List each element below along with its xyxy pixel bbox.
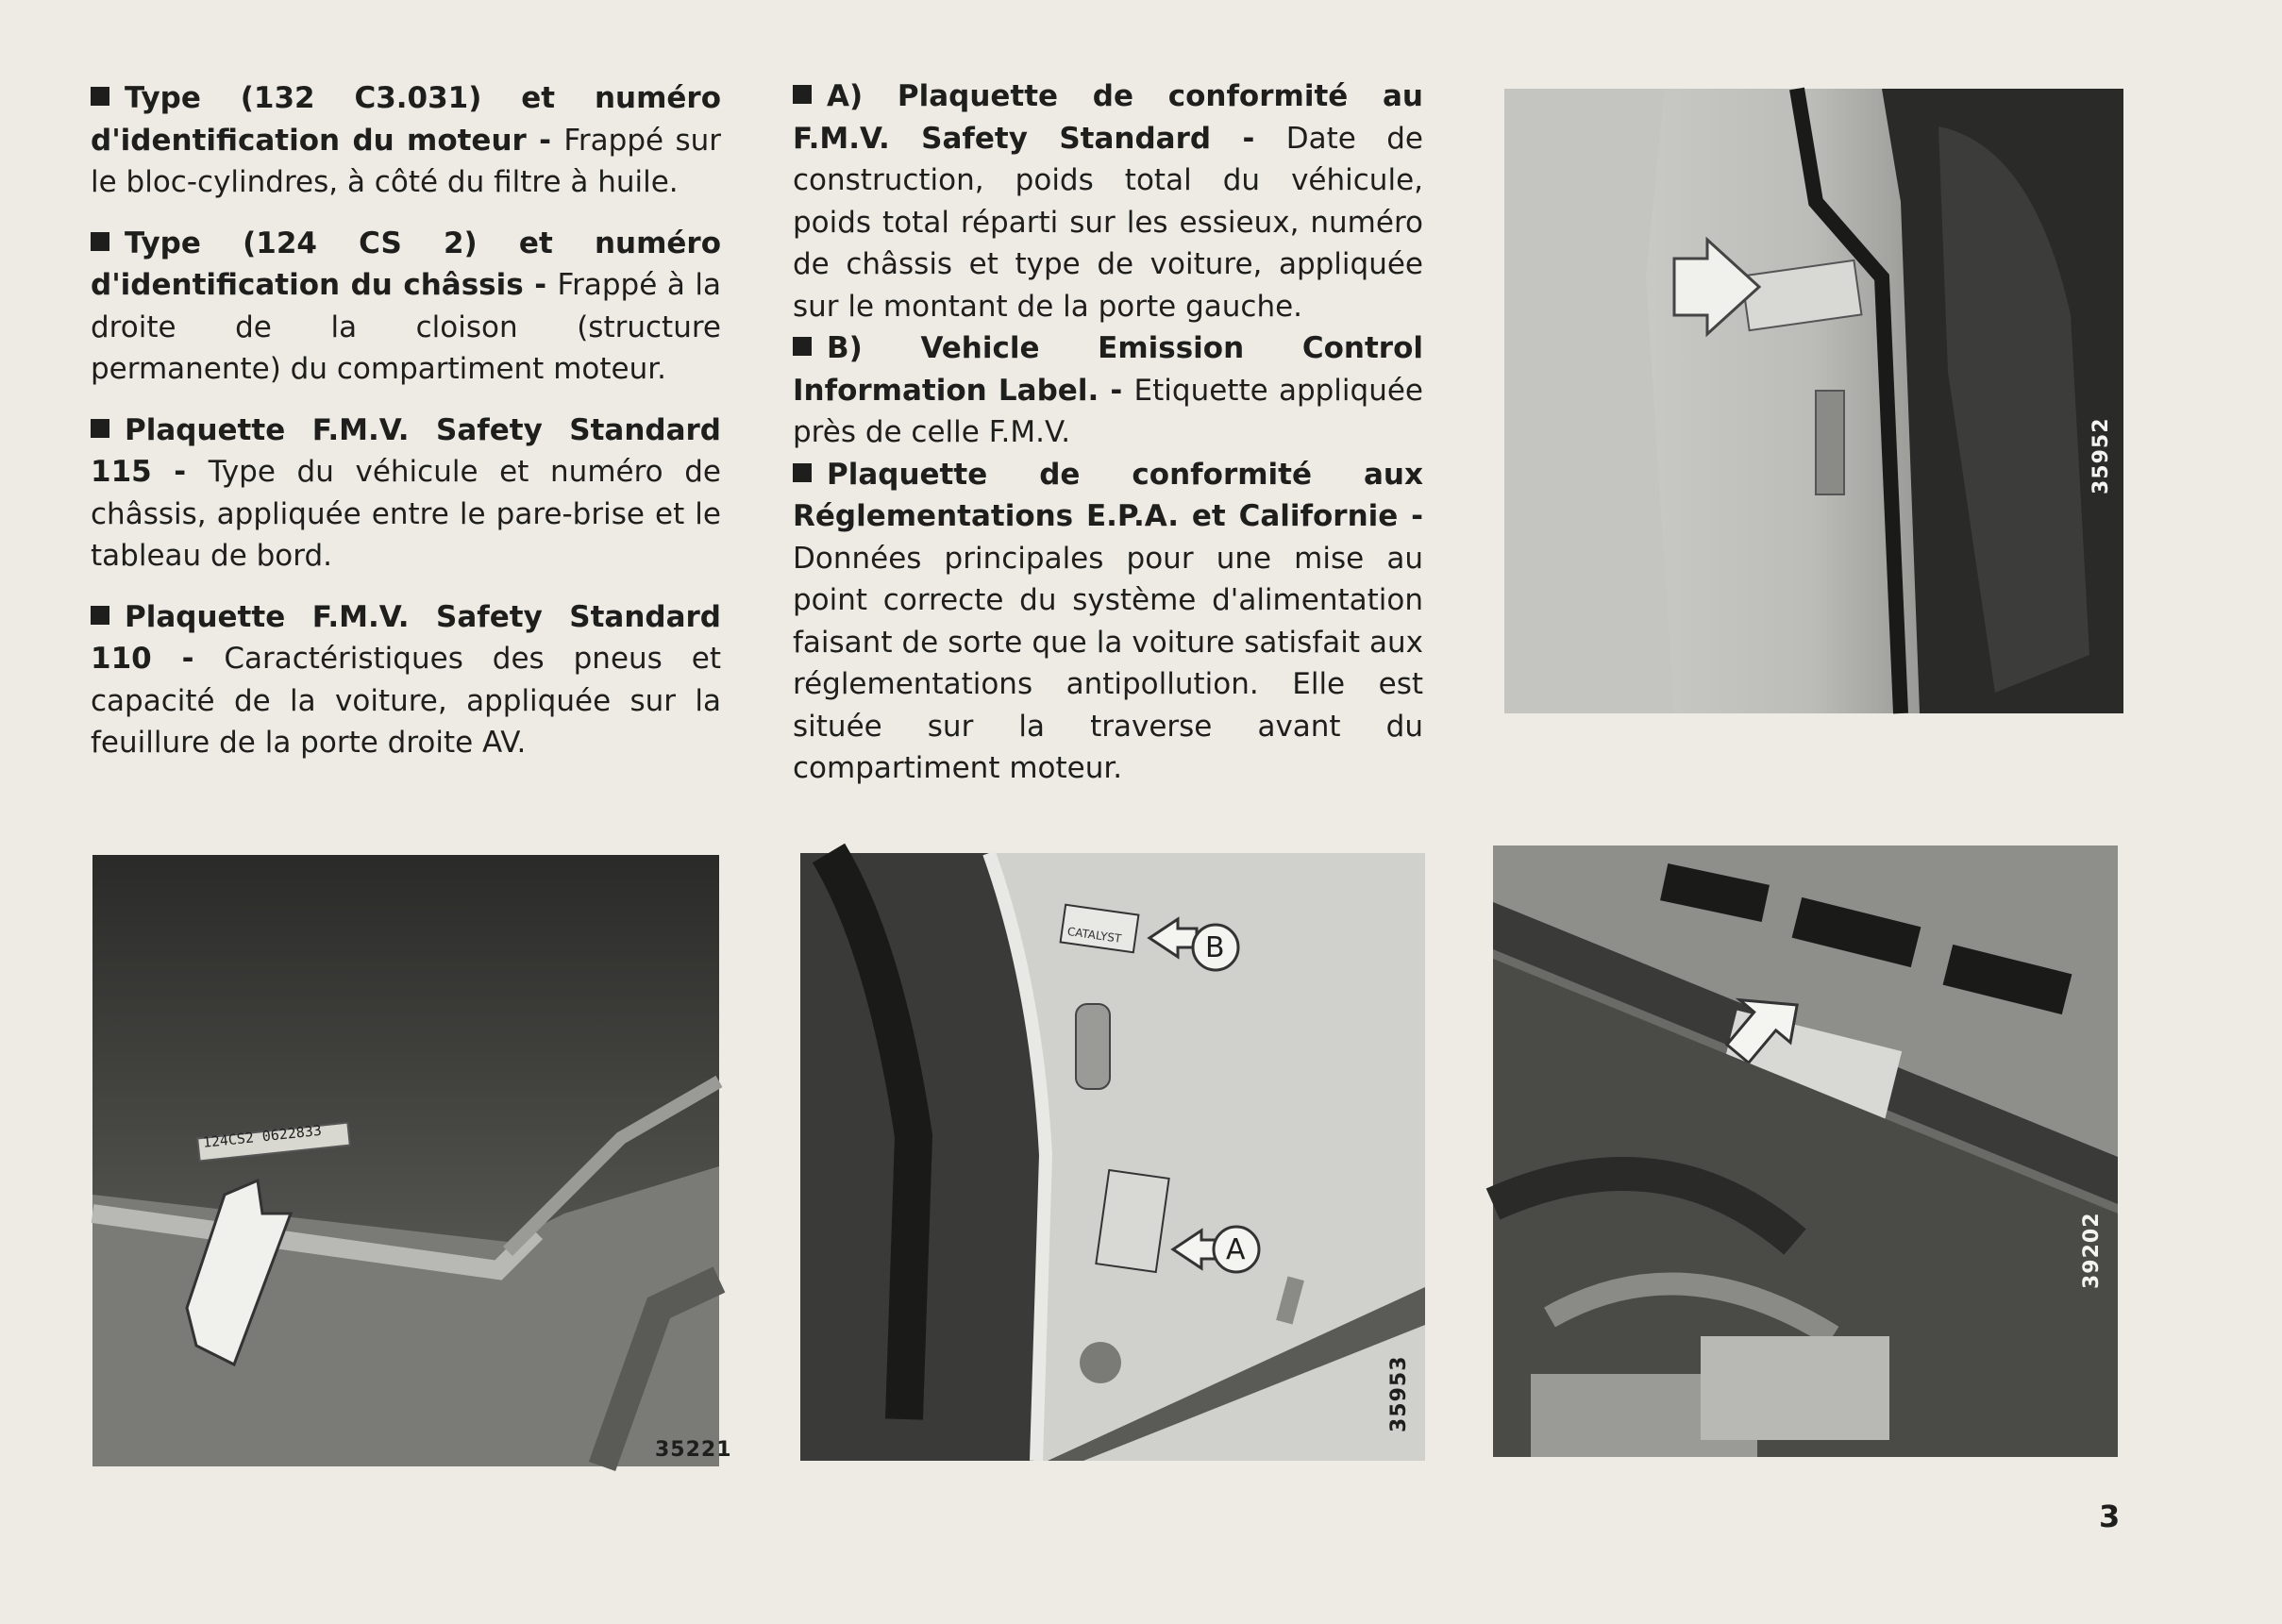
left-text-column bbox=[91, 77, 721, 783]
paragraph-title: Plaquette F.M.V. Safety Standard 115 bbox=[91, 412, 721, 489]
paragraph-epa-plate: Plaquette de conformité aux Réglementations E.P.A. et Californie - Données principales pour une mise au point correcte du système d'alimentation faisant de sorte que la voiture satisfait aux réglementations antipollution. Elle est située sur la traverse avant du compartiment moteur. bbox=[793, 457, 1423, 785]
paragraph-title: Type (132 C3.031) et numéro d'identification du moteur bbox=[91, 81, 721, 158]
paragraph-body: Etiquette appliquée près de celle F.M.V. bbox=[793, 373, 1423, 449]
figure-number: 39202 bbox=[2080, 1212, 2104, 1289]
photo-engine-bulkhead bbox=[1504, 89, 2123, 713]
photo-windscreen-plate bbox=[92, 855, 732, 1466]
paragraph-body: Frappé à la droite de la cloison (structure permanente) du compartiment moteur. bbox=[91, 268, 721, 386]
bullet-square-icon bbox=[91, 419, 109, 438]
paragraph-emission-label: B) Vehicle Emission Control Information Label. - Etiquette appliquée près de celle F.M.V. bbox=[793, 331, 1423, 449]
figure-number: 35953 bbox=[1387, 1355, 1411, 1432]
paragraph-title: Plaquette de conformité aux Réglementations E.P.A. et Californie bbox=[793, 457, 1423, 533]
paragraph-body: Données principales pour une mise au point correcte du système d'alimentation faisant de sorte que la voiture satisfait aux réglementations antipollution. Elle est située sur la traverse avant du compartiment moteur. bbox=[793, 541, 1423, 785]
paragraph-fmv-115: Plaquette F.M.V. Safety Standard 115 - Type du véhicule et numéro de châssis, appliquée entre le pare-brise et le tableau de bord. bbox=[91, 412, 721, 573]
photo-engine-compartment bbox=[1493, 845, 2118, 1457]
engine-compartment-illustration bbox=[1493, 845, 2118, 1457]
engine-bulkhead-illustration bbox=[1504, 89, 2123, 713]
paragraph-conformity-plate: A) Plaquette de conformité au F.M.V. Safety Standard - Date de construction, poids total du véhicule, poids total réparti sur les essieux, numéro de châssis et type de voiture, appliquée sur le montant de la porte gauche. bbox=[793, 79, 1424, 324]
bullet-square-icon bbox=[91, 87, 109, 106]
photo-door-pillar bbox=[800, 853, 1425, 1461]
paragraph-title: Plaquette F.M.V. Safety Standard 110 bbox=[91, 599, 721, 676]
paragraph-fmv-110: Plaquette F.M.V. Safety Standard 110 - Caractéristiques des pneus et capacité de la voiture, appliquée sur la feuillure de la porte droite AV. bbox=[91, 599, 721, 760]
callout-label-b: B bbox=[1205, 931, 1225, 964]
figure-number: 35952 bbox=[2089, 417, 2113, 494]
figure-number: 35221 bbox=[655, 1438, 732, 1462]
page-number: 3 bbox=[2099, 1498, 2121, 1534]
windscreen-illustration bbox=[92, 855, 719, 1466]
paragraph-chassis-id: Type (124 CS 2) et numéro d'identification du châssis - Frappé à la droite de la cloison (structure permanente) du compartiment moteur. bbox=[91, 226, 721, 386]
bullet-square-icon bbox=[91, 232, 109, 251]
bullet-square-icon bbox=[793, 337, 812, 356]
paragraph-body: Date de construction, poids total du véhicule, poids total réparti sur les essieux, numéro de châssis et type de voiture, appliquée sur le montant de la porte gauche. bbox=[793, 121, 1424, 324]
paragraph-title: A) Plaquette de conformité au F.M.V. Safety Standard bbox=[793, 79, 1423, 156]
paragraph-engine-id: Type (132 C3.031) et numéro d'identification du moteur - Frappé sur le bloc-cylindres, à côté du filtre à huile. bbox=[91, 81, 722, 199]
bullet-square-icon bbox=[91, 606, 109, 625]
bullet-square-icon bbox=[793, 463, 812, 482]
plate-text: 124CS2 0622833 bbox=[202, 1121, 323, 1151]
paragraph-body: Type du véhicule et numéro de châssis, appliquée entre le pare-brise et le tableau de bord. bbox=[91, 455, 721, 573]
bullet-square-icon bbox=[793, 85, 812, 104]
right-text-column bbox=[793, 75, 1423, 809]
paragraph-body: Frappé sur le bloc-cylindres, à côté du filtre à huile. bbox=[91, 123, 722, 199]
callout-label-a: A bbox=[1226, 1233, 1246, 1266]
paragraph-title: Type (124 CS 2) et numéro d'identification du châssis bbox=[91, 226, 721, 302]
paragraph-title: B) Vehicle Emission Control Information Label. bbox=[793, 331, 1423, 408]
paragraph-body: Caractéristiques des pneus et capacité de la voiture, appliquée sur la feuillure de la porte droite AV. bbox=[91, 642, 721, 760]
catalyst-tag-text: CATALYST bbox=[1066, 925, 1123, 946]
